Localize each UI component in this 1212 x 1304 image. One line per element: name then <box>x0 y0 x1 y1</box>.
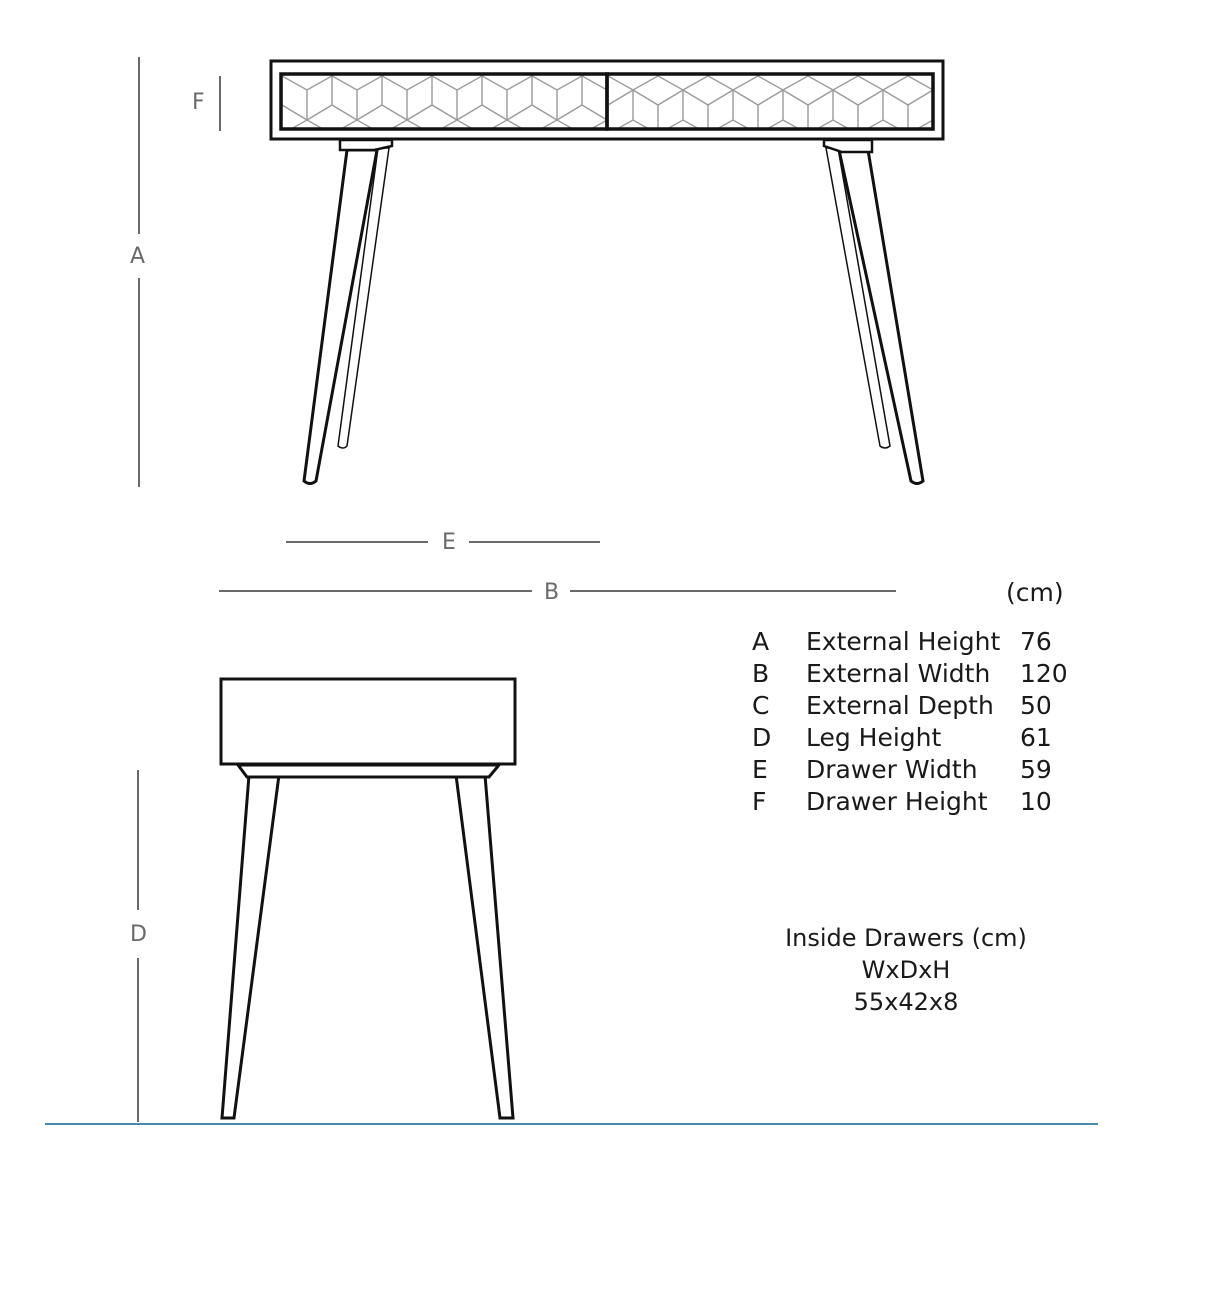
front-view <box>271 61 943 484</box>
spec-name: Drawer Width <box>806 755 978 784</box>
side-body <box>221 679 515 764</box>
spec-value: 50 <box>1020 691 1052 720</box>
inside-drawers-title: Inside Drawers (cm) <box>785 924 1027 952</box>
ground-line <box>45 1123 1098 1125</box>
spec-value: 120 <box>1020 659 1068 688</box>
spec-value: 10 <box>1020 787 1052 816</box>
dimension-label-a: A <box>130 244 146 269</box>
dimension-spec-table <box>752 626 1068 818</box>
spec-name: External Depth <box>806 691 994 720</box>
spec-name: Leg Height <box>806 723 942 752</box>
table-row <box>752 626 1068 658</box>
dimension-label-d: D <box>130 922 147 947</box>
spec-letter: B <box>752 659 770 688</box>
side-apron <box>238 765 499 777</box>
inside-drawers-value: 55x42x8 <box>853 988 959 1016</box>
inside-drawers-info <box>756 922 1056 1018</box>
table-row <box>752 754 1068 786</box>
table-row <box>752 690 1068 722</box>
spec-value: 61 <box>1020 723 1052 752</box>
drawer-right <box>607 74 933 129</box>
dimension-label-e: E <box>442 530 456 555</box>
spec-value: 59 <box>1020 755 1052 784</box>
units-label: (cm) <box>1006 578 1064 607</box>
table-row <box>752 786 1068 818</box>
spec-letter: F <box>752 787 767 816</box>
spec-letter: E <box>752 755 768 784</box>
dimension-label-b: B <box>544 580 560 605</box>
spec-name: External Width <box>806 659 991 688</box>
inside-drawers-format: WxDxH <box>861 956 951 984</box>
side-leg-left <box>222 775 279 1118</box>
spec-value: 76 <box>1020 627 1052 656</box>
table-row <box>752 658 1068 690</box>
spec-name: External Height <box>806 627 1001 656</box>
drawer-left <box>281 74 607 129</box>
spec-name: Drawer Height <box>806 787 988 816</box>
side-leg-right <box>456 775 513 1118</box>
spec-letter: D <box>752 723 772 752</box>
leg-block-left <box>340 140 392 150</box>
table-row <box>752 722 1068 754</box>
side-view <box>221 679 515 1118</box>
spec-letter: A <box>752 627 770 656</box>
spec-letter: C <box>752 691 770 720</box>
dimension-label-f: F <box>192 90 205 115</box>
